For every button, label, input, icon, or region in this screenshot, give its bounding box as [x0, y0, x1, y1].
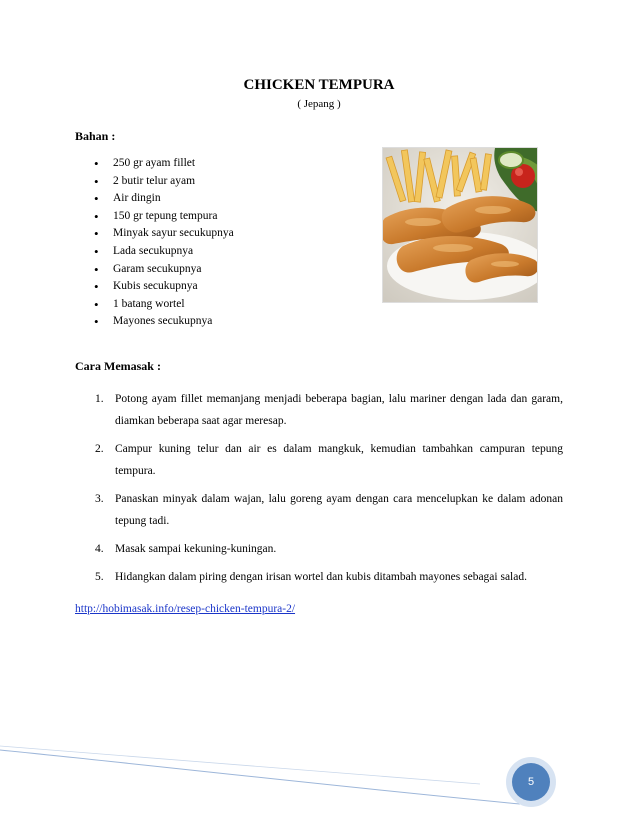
- page-number-badge: 5: [512, 763, 550, 801]
- step-text: Panaskan minyak dalam wajan, lalu goreng ayam dengan cara mencelupkan ke dalam adonan tepung tadi.: [115, 493, 563, 527]
- step-number: 1.: [95, 393, 104, 405]
- cara-memasak-heading: Cara Memasak :: [75, 359, 161, 373]
- step-text: Hidangkan dalam piring dengan irisan wortel dan kubis ditambah mayones sebagai salad.: [115, 571, 527, 583]
- step-number: 4.: [95, 543, 104, 555]
- step-number: 2.: [95, 443, 104, 455]
- page-title: CHICKEN TEMPURA: [243, 77, 395, 93]
- step-text: Campur kuning telur dan air es dalam mangkuk, kemudian tambahkan campuran tepung tempura.: [115, 443, 563, 477]
- list-item: • 1 batang wortel: [94, 296, 185, 312]
- list-item: • Mayones secukupnya: [94, 314, 213, 330]
- bahan-heading: Bahan :: [75, 129, 116, 143]
- bullet-icon: •: [94, 226, 99, 242]
- list-item: • 2 butir telur ayam: [94, 173, 196, 189]
- bullet-icon: •: [94, 296, 99, 312]
- list-item: [95, 438, 563, 482]
- list-item: • 250 gr ayam fillet: [94, 156, 196, 171]
- list-item: [95, 388, 563, 432]
- step-list: [95, 388, 563, 594]
- step-number: 3.: [95, 493, 104, 505]
- bullet-icon: •: [94, 208, 99, 224]
- step-text: Masak sampai kekuning-kuningan.: [115, 543, 277, 555]
- ingredient-list: [94, 155, 234, 331]
- step-number: 5.: [95, 571, 104, 583]
- list-item: • 150 gr tepung tempura: [94, 208, 218, 224]
- page-subtitle: ( Jepang ): [297, 98, 341, 110]
- bullet-icon: •: [94, 261, 99, 277]
- list-item: [95, 488, 563, 532]
- bullet-icon: •: [94, 314, 99, 330]
- list-item: • Minyak sayur secukupnya: [94, 226, 234, 242]
- list-item: • Lada secukupnya: [94, 243, 194, 259]
- list-item: • Garam secukupnya: [94, 261, 202, 277]
- list-item: [95, 566, 563, 588]
- source-link[interactable]: http://hobimasak.info/resep-chicken-tempura-2/: [75, 603, 296, 615]
- list-item: [95, 538, 563, 560]
- bullet-icon: •: [94, 156, 99, 171]
- bullet-icon: •: [94, 279, 99, 295]
- step-text: Potong ayam fillet memanjang menjadi beberapa bagian, lalu mariner dengan lada dan garam, diamkan beberapa saat agar meresap.: [115, 393, 563, 427]
- list-item: • Air dingin: [94, 191, 161, 207]
- bullet-icon: •: [94, 191, 99, 207]
- food-photo: [382, 147, 538, 303]
- bullet-icon: •: [94, 173, 99, 189]
- bullet-icon: •: [94, 243, 99, 259]
- list-item: • Kubis secukupnya: [94, 279, 198, 295]
- chicken-tempura-image: [383, 148, 538, 303]
